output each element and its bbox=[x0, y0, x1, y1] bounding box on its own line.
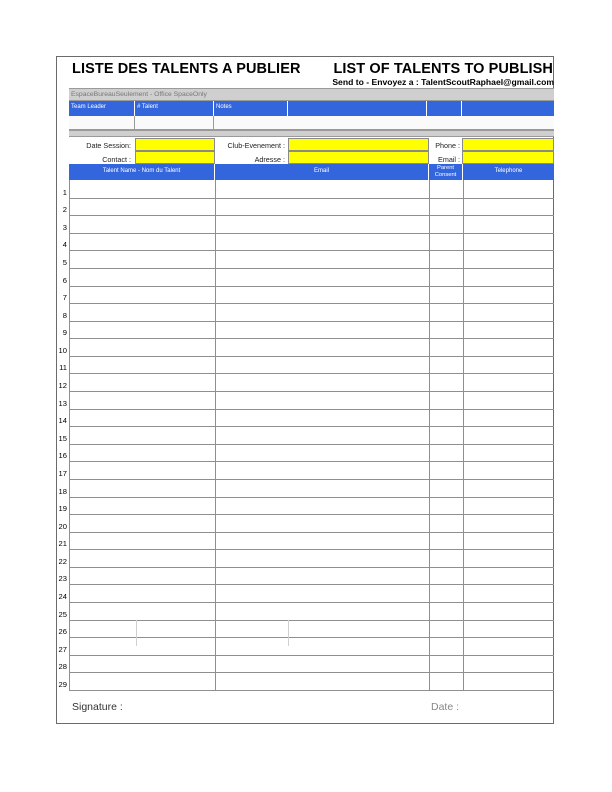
row-number: 4 bbox=[62, 240, 67, 250]
telephone-cell[interactable] bbox=[463, 391, 554, 409]
talent-name-cell[interactable] bbox=[69, 461, 215, 479]
col-talent-name bbox=[69, 164, 215, 180]
col-talent-name-label: Talent Name - Nom du Talent bbox=[102, 168, 181, 174]
parent-consent-cell[interactable] bbox=[429, 268, 463, 286]
talent-name-cell[interactable] bbox=[69, 444, 215, 462]
row-number: 20 bbox=[58, 521, 67, 531]
notes-field[interactable] bbox=[214, 116, 554, 130]
talent-name-cell[interactable] bbox=[69, 198, 215, 216]
parent-consent-cell[interactable] bbox=[429, 409, 463, 427]
parent-consent-cell[interactable] bbox=[429, 549, 463, 567]
parent-consent-cell[interactable] bbox=[429, 532, 463, 550]
telephone-cell[interactable] bbox=[463, 215, 554, 233]
telephone-cell[interactable] bbox=[463, 356, 554, 374]
col-email-label: Email bbox=[313, 168, 329, 174]
telephone-cell[interactable] bbox=[463, 373, 554, 391]
parent-consent-cell[interactable] bbox=[429, 303, 463, 321]
row-number: 22 bbox=[58, 556, 67, 566]
email-cell[interactable] bbox=[215, 637, 429, 655]
row-number: 11 bbox=[59, 363, 67, 373]
email-cell[interactable] bbox=[215, 584, 429, 602]
row-number: 1 bbox=[62, 187, 67, 197]
talent-name-cell[interactable] bbox=[69, 532, 215, 550]
column-divider bbox=[215, 180, 216, 690]
col-email bbox=[215, 164, 429, 180]
row-number: 24 bbox=[58, 592, 67, 602]
parent-consent-cell[interactable] bbox=[429, 338, 463, 356]
email-cell[interactable] bbox=[215, 356, 429, 374]
talent-name-cell[interactable] bbox=[69, 268, 215, 286]
row-number: 13 bbox=[58, 398, 67, 408]
talent-name-cell[interactable] bbox=[69, 338, 215, 356]
email-label: Email : bbox=[438, 155, 460, 164]
talent-name-cell[interactable] bbox=[69, 497, 215, 515]
row-number: 23 bbox=[58, 574, 67, 584]
telephone-cell[interactable] bbox=[463, 620, 554, 638]
email-cell[interactable] bbox=[215, 461, 429, 479]
telephone-cell[interactable] bbox=[463, 602, 554, 620]
column-divider bbox=[69, 180, 70, 690]
col-parent-consent bbox=[429, 164, 463, 180]
telephone-cell[interactable] bbox=[463, 655, 554, 673]
email-cell[interactable] bbox=[215, 479, 429, 497]
parent-consent-cell[interactable] bbox=[429, 672, 463, 690]
parent-consent-cell[interactable] bbox=[429, 620, 463, 638]
row-number: 9 bbox=[62, 328, 67, 338]
faint-divider bbox=[136, 620, 137, 646]
telephone-cell[interactable] bbox=[463, 198, 554, 216]
club-event-field[interactable] bbox=[288, 138, 429, 151]
office-header-spacer bbox=[288, 101, 427, 116]
parent-consent-cell[interactable] bbox=[429, 637, 463, 655]
office-col-talent-count bbox=[135, 101, 214, 116]
telephone-cell[interactable] bbox=[463, 497, 554, 515]
title-english: LIST OF TALENTS TO PUBLISH bbox=[333, 61, 553, 77]
talent-name-cell[interactable] bbox=[69, 356, 215, 374]
telephone-cell[interactable] bbox=[463, 321, 554, 339]
team-leader-field[interactable] bbox=[69, 116, 135, 130]
send-to-email: Send to - Envoyez a : TalentScoutRaphael@gmail.com bbox=[332, 77, 554, 87]
email-field[interactable] bbox=[462, 151, 554, 164]
talent-name-cell[interactable] bbox=[69, 409, 215, 427]
email-cell[interactable] bbox=[215, 549, 429, 567]
email-cell[interactable] bbox=[215, 497, 429, 515]
telephone-cell[interactable] bbox=[463, 567, 554, 585]
email-cell[interactable] bbox=[215, 338, 429, 356]
row-number: 7 bbox=[62, 293, 67, 303]
date-session-label: Date Session: bbox=[86, 141, 131, 150]
parent-consent-cell[interactable] bbox=[429, 514, 463, 532]
parent-consent-cell[interactable] bbox=[429, 321, 463, 339]
email-cell[interactable] bbox=[215, 215, 429, 233]
email-cell[interactable] bbox=[215, 409, 429, 427]
talent-name-cell[interactable] bbox=[69, 286, 215, 304]
talent-name-cell[interactable] bbox=[69, 373, 215, 391]
talent-name-cell[interactable] bbox=[69, 233, 215, 251]
title-french: LISTE DES TALENTS A PUBLIER bbox=[72, 61, 301, 77]
telephone-cell[interactable] bbox=[463, 338, 554, 356]
email-cell[interactable] bbox=[215, 532, 429, 550]
signature-field[interactable] bbox=[128, 700, 418, 716]
talent-name-cell[interactable] bbox=[69, 479, 215, 497]
email-cell[interactable] bbox=[215, 655, 429, 673]
talent-name-cell[interactable] bbox=[69, 655, 215, 673]
telephone-cell[interactable] bbox=[463, 584, 554, 602]
email-cell[interactable] bbox=[215, 514, 429, 532]
email-cell[interactable] bbox=[215, 391, 429, 409]
row-number: 25 bbox=[58, 609, 67, 619]
talent-name-cell[interactable] bbox=[69, 584, 215, 602]
email-cell[interactable] bbox=[215, 602, 429, 620]
email-cell[interactable] bbox=[215, 373, 429, 391]
row-number: 27 bbox=[58, 644, 67, 654]
office-header-spacer bbox=[427, 101, 462, 116]
date-session-field[interactable] bbox=[135, 138, 215, 151]
parent-consent-cell[interactable] bbox=[429, 479, 463, 497]
col-telephone bbox=[463, 164, 554, 180]
office-col-team-leader bbox=[69, 101, 135, 116]
email-cell[interactable] bbox=[215, 567, 429, 585]
address-field[interactable] bbox=[288, 151, 429, 164]
col-telephone-label: Telephone bbox=[494, 168, 523, 174]
row-number: 21 bbox=[58, 539, 67, 549]
parent-consent-cell[interactable] bbox=[429, 373, 463, 391]
telephone-cell[interactable] bbox=[463, 233, 554, 251]
email-cell[interactable] bbox=[215, 620, 429, 638]
parent-consent-cell[interactable] bbox=[429, 180, 463, 198]
email-cell[interactable] bbox=[215, 180, 429, 198]
row-number: 15 bbox=[58, 433, 67, 443]
telephone-cell[interactable] bbox=[463, 250, 554, 268]
talent-count-label: # Talent bbox=[137, 104, 158, 110]
talent-count-field[interactable] bbox=[135, 116, 214, 130]
email-cell[interactable] bbox=[215, 268, 429, 286]
talent-name-cell[interactable] bbox=[69, 426, 215, 444]
telephone-cell[interactable] bbox=[463, 268, 554, 286]
row-number: 19 bbox=[58, 504, 67, 514]
email-cell[interactable] bbox=[215, 198, 429, 216]
row-number: 26 bbox=[58, 627, 67, 637]
row-number: 12 bbox=[58, 381, 67, 391]
talent-name-cell[interactable] bbox=[69, 321, 215, 339]
parent-consent-cell[interactable] bbox=[429, 286, 463, 304]
phone-label: Phone : bbox=[435, 141, 460, 150]
faint-divider bbox=[288, 620, 289, 646]
talent-table-header bbox=[69, 164, 554, 180]
email-cell[interactable] bbox=[215, 303, 429, 321]
talent-name-cell[interactable] bbox=[69, 620, 215, 638]
telephone-cell[interactable] bbox=[463, 426, 554, 444]
telephone-cell[interactable] bbox=[463, 409, 554, 427]
talent-name-cell[interactable] bbox=[69, 391, 215, 409]
row-divider bbox=[69, 690, 554, 691]
parent-consent-cell[interactable] bbox=[429, 444, 463, 462]
club-event-label: Club-Evenement : bbox=[227, 141, 285, 150]
telephone-cell[interactable] bbox=[463, 549, 554, 567]
telephone-cell[interactable] bbox=[463, 672, 554, 690]
telephone-cell[interactable] bbox=[463, 637, 554, 655]
talent-name-cell[interactable] bbox=[69, 637, 215, 655]
row-number: 17 bbox=[58, 468, 67, 478]
parent-consent-cell[interactable] bbox=[429, 461, 463, 479]
office-separator bbox=[69, 130, 554, 137]
office-space-bar bbox=[69, 88, 554, 101]
row-number: 2 bbox=[62, 205, 67, 215]
column-divider bbox=[429, 180, 430, 690]
col-parent-consent-label: Parent Consent bbox=[434, 165, 457, 178]
office-col-notes bbox=[214, 101, 288, 116]
parent-consent-cell[interactable] bbox=[429, 356, 463, 374]
talent-name-cell[interactable] bbox=[69, 180, 215, 198]
phone-field[interactable] bbox=[462, 138, 554, 151]
date-label: Date : bbox=[431, 701, 460, 713]
parent-consent-cell[interactable] bbox=[429, 655, 463, 673]
contact-label: Contact : bbox=[102, 155, 131, 164]
telephone-cell[interactable] bbox=[463, 444, 554, 462]
parent-consent-cell[interactable] bbox=[429, 584, 463, 602]
address-label: Adresse : bbox=[254, 155, 285, 164]
talent-name-cell[interactable] bbox=[69, 215, 215, 233]
office-space-label: EspaceBureauSeulement - Office SpaceOnly bbox=[71, 91, 207, 98]
parent-consent-cell[interactable] bbox=[429, 198, 463, 216]
talent-name-cell[interactable] bbox=[69, 672, 215, 690]
email-cell[interactable] bbox=[215, 444, 429, 462]
parent-consent-cell[interactable] bbox=[429, 497, 463, 515]
row-number: 10 bbox=[58, 345, 67, 355]
row-number: 16 bbox=[58, 451, 67, 461]
row-number: 5 bbox=[62, 257, 67, 267]
talent-name-cell[interactable] bbox=[69, 602, 215, 620]
parent-consent-cell[interactable] bbox=[429, 233, 463, 251]
email-cell[interactable] bbox=[215, 250, 429, 268]
notes-label: Notes bbox=[216, 104, 232, 110]
team-leader-label: Team Leader bbox=[71, 104, 107, 110]
row-number: 8 bbox=[62, 310, 67, 320]
row-number: 6 bbox=[62, 275, 67, 285]
row-number: 3 bbox=[62, 222, 67, 232]
parent-consent-cell[interactable] bbox=[429, 391, 463, 409]
telephone-cell[interactable] bbox=[463, 532, 554, 550]
email-cell[interactable] bbox=[215, 286, 429, 304]
telephone-cell[interactable] bbox=[463, 303, 554, 321]
date-field[interactable] bbox=[462, 700, 550, 716]
telephone-cell[interactable] bbox=[463, 479, 554, 497]
office-input-row bbox=[69, 116, 554, 130]
talent-name-cell[interactable] bbox=[69, 549, 215, 567]
contact-field[interactable] bbox=[135, 151, 215, 164]
talent-name-cell[interactable] bbox=[69, 514, 215, 532]
office-header-row bbox=[69, 101, 554, 116]
signature-label: Signature : bbox=[72, 701, 123, 713]
parent-consent-cell[interactable] bbox=[429, 426, 463, 444]
talent-name-cell[interactable] bbox=[69, 567, 215, 585]
email-cell[interactable] bbox=[215, 233, 429, 251]
talent-name-cell[interactable] bbox=[69, 250, 215, 268]
telephone-cell[interactable] bbox=[463, 286, 554, 304]
row-number: 18 bbox=[58, 486, 67, 496]
row-number: 14 bbox=[58, 416, 67, 426]
telephone-cell[interactable] bbox=[463, 514, 554, 532]
row-number: 28 bbox=[58, 662, 67, 672]
parent-consent-cell[interactable] bbox=[429, 250, 463, 268]
column-divider bbox=[463, 180, 464, 690]
email-cell[interactable] bbox=[215, 321, 429, 339]
telephone-cell[interactable] bbox=[463, 461, 554, 479]
parent-consent-cell[interactable] bbox=[429, 602, 463, 620]
parent-consent-cell[interactable] bbox=[429, 215, 463, 233]
talent-name-cell[interactable] bbox=[69, 303, 215, 321]
parent-consent-cell[interactable] bbox=[429, 567, 463, 585]
email-cell[interactable] bbox=[215, 672, 429, 690]
email-cell[interactable] bbox=[215, 426, 429, 444]
telephone-cell[interactable] bbox=[463, 180, 554, 198]
row-number: 29 bbox=[58, 680, 67, 689]
